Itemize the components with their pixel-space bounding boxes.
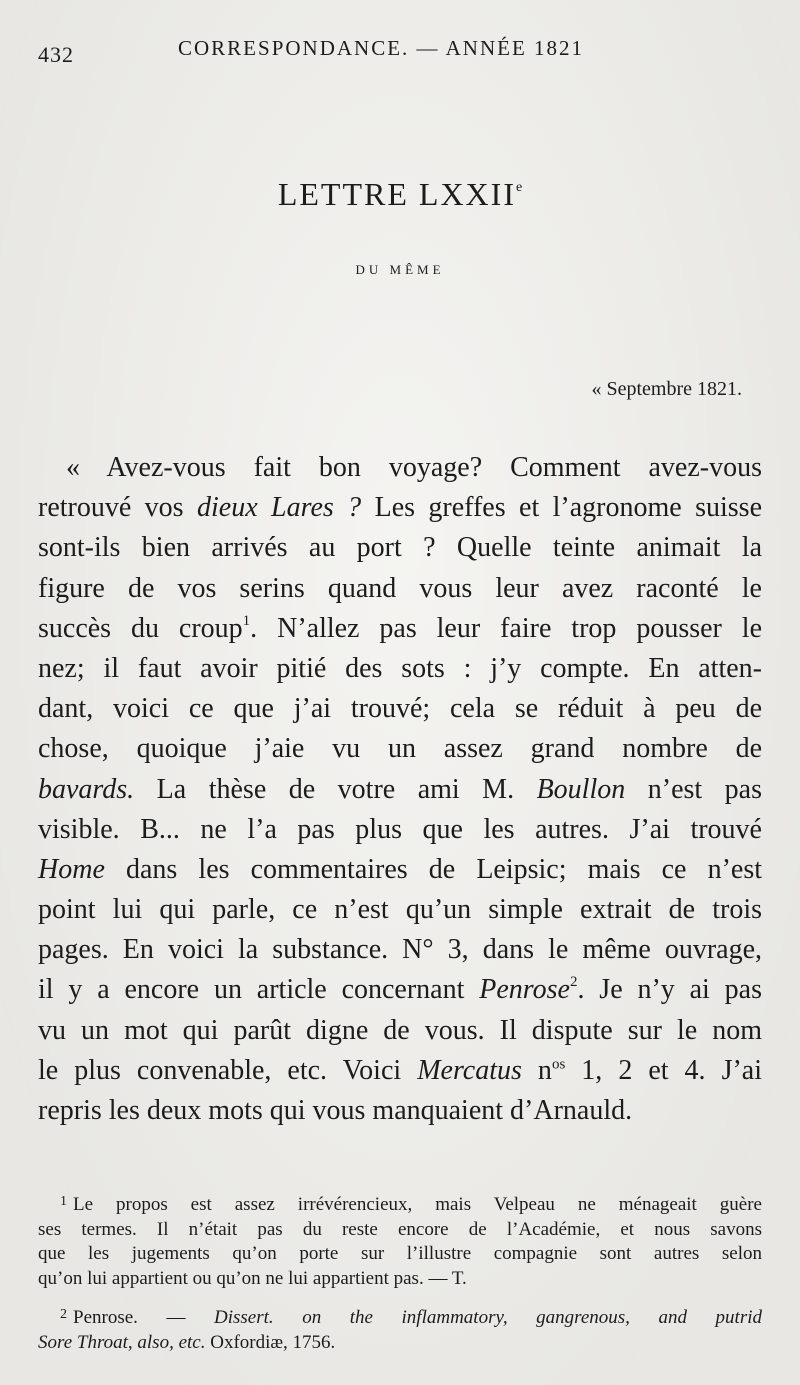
footnote-line: ses termes. Il n’était pas du reste encore de l’Académie, et nous savons [38, 1218, 762, 1240]
body-line [38, 488, 762, 528]
body-text-span: n’est pas [625, 773, 762, 805]
footnote-1 [38, 1190, 762, 1291]
body-italic-span: dieux Lares ? [196, 492, 362, 524]
body-italic-span: bavards. [38, 773, 135, 805]
footnote-line: que les jugements qu’on porte sur l’illustre compagnie sont autres selon [38, 1243, 762, 1264]
running-header [38, 36, 768, 68]
footnote-line [38, 1331, 762, 1356]
footnote-italic-text: Dissert. on the inflammatory, gangrenous, and putrid [214, 1307, 762, 1328]
footnote-text: Le propos est assez irrévérencieux, mais Velpeau ne ménageait guère [73, 1194, 762, 1215]
footnote-2 [38, 1303, 762, 1355]
footnote-line: qu’on lui appartient ou qu’on ne lui appartient pas. — T. [38, 1267, 467, 1289]
body-line: sont-ils bien arrivés au port ? Quelle teinte animait la [38, 532, 762, 564]
body-line: « Avez-vous fait bon voyage? Comment avez-vous [66, 452, 762, 483]
footnote-reference-2[interactable]: 2 [569, 974, 578, 991]
body-line: dant, voici ce que j’ai trouvé; cela se réduit à peu de [38, 693, 762, 725]
body-text-span: retrouvé vos [38, 492, 197, 524]
body-text-span: 1, 2 et 4. J’ai [565, 1054, 763, 1086]
body-line: vu un mot qui parût digne de vous. Il dispute sur le nom [38, 1014, 762, 1046]
letter-subtitle: DU MÊME [355, 262, 445, 277]
body-text-span: n [521, 1054, 552, 1086]
footnote-italic-text: Sore Throat, also, etc. [38, 1331, 206, 1353]
page-number: 432 [38, 42, 74, 67]
body-text-span: dans les commentaires de Leipsic; mais ce n’est [104, 853, 762, 885]
body-line [38, 1051, 762, 1091]
body-line [38, 770, 762, 810]
body-line: nez; il faut avoir pitié des sots : j’y compte. En atten- [38, 652, 762, 684]
footnote-line [38, 1303, 762, 1331]
letter-title-superscript: e [515, 180, 523, 195]
body-line [38, 850, 762, 890]
body-italic-span: Boullon [536, 773, 626, 805]
footnote-text: Oxfordiæ, 1756. [205, 1331, 336, 1353]
footnotes [38, 1190, 762, 1367]
body-line: visible. B... ne l’a pas plus que les autres. J’ai trouvé [38, 813, 762, 845]
body-superscript: os [551, 1056, 566, 1073]
body-italic-span: Mercatus [417, 1054, 522, 1086]
body-text-span: le plus convenable, etc. Voici [38, 1054, 418, 1086]
body-text-span: Les greffes et l’agronome suisse [361, 492, 763, 524]
body-line [38, 970, 762, 1010]
body-italic-span: Home [38, 853, 105, 885]
letter-title-text: LETTRE LXXII [277, 176, 516, 212]
footnote-number: 1 [60, 1194, 67, 1209]
footnote-number: 2 [60, 1307, 67, 1322]
body-line: pages. En voici la substance. N° 3, dans le même ouvrage, [38, 934, 762, 966]
footnote-line [38, 1190, 762, 1218]
body-italic-span: Penrose [479, 974, 570, 1006]
letter-dateline: « Septembre 1821. [591, 378, 742, 400]
footnote-reference-1[interactable]: 1 [242, 612, 251, 629]
body-line: repris les deux mots qui vous manquaient d’Arnauld. [38, 1095, 633, 1126]
body-text-span: . Je n’y ai pas [577, 974, 762, 1006]
running-title: CORRESPONDANCE. — ANNÉE 1821 [178, 36, 585, 60]
body-text-span: il y a encore un article concernant [38, 974, 480, 1006]
letter-body [38, 448, 762, 1131]
body-text-span: . N’allez pas leur faire trop pousser le [250, 612, 762, 644]
body-line: point lui qui parle, ce n’est qu’un simple extrait de trois [38, 894, 762, 926]
body-line: chose, quoique j’aie vu un assez grand nombre de [38, 733, 762, 765]
body-text-span: La thèse de votre ami M. [134, 773, 537, 805]
body-line: figure de vos serins quand vous leur avez raconté le [38, 572, 762, 604]
body-line [38, 609, 762, 649]
footnote-text: Penrose. — [73, 1307, 215, 1328]
letter-title [0, 176, 800, 213]
body-text-span: succès du croup [38, 612, 243, 644]
